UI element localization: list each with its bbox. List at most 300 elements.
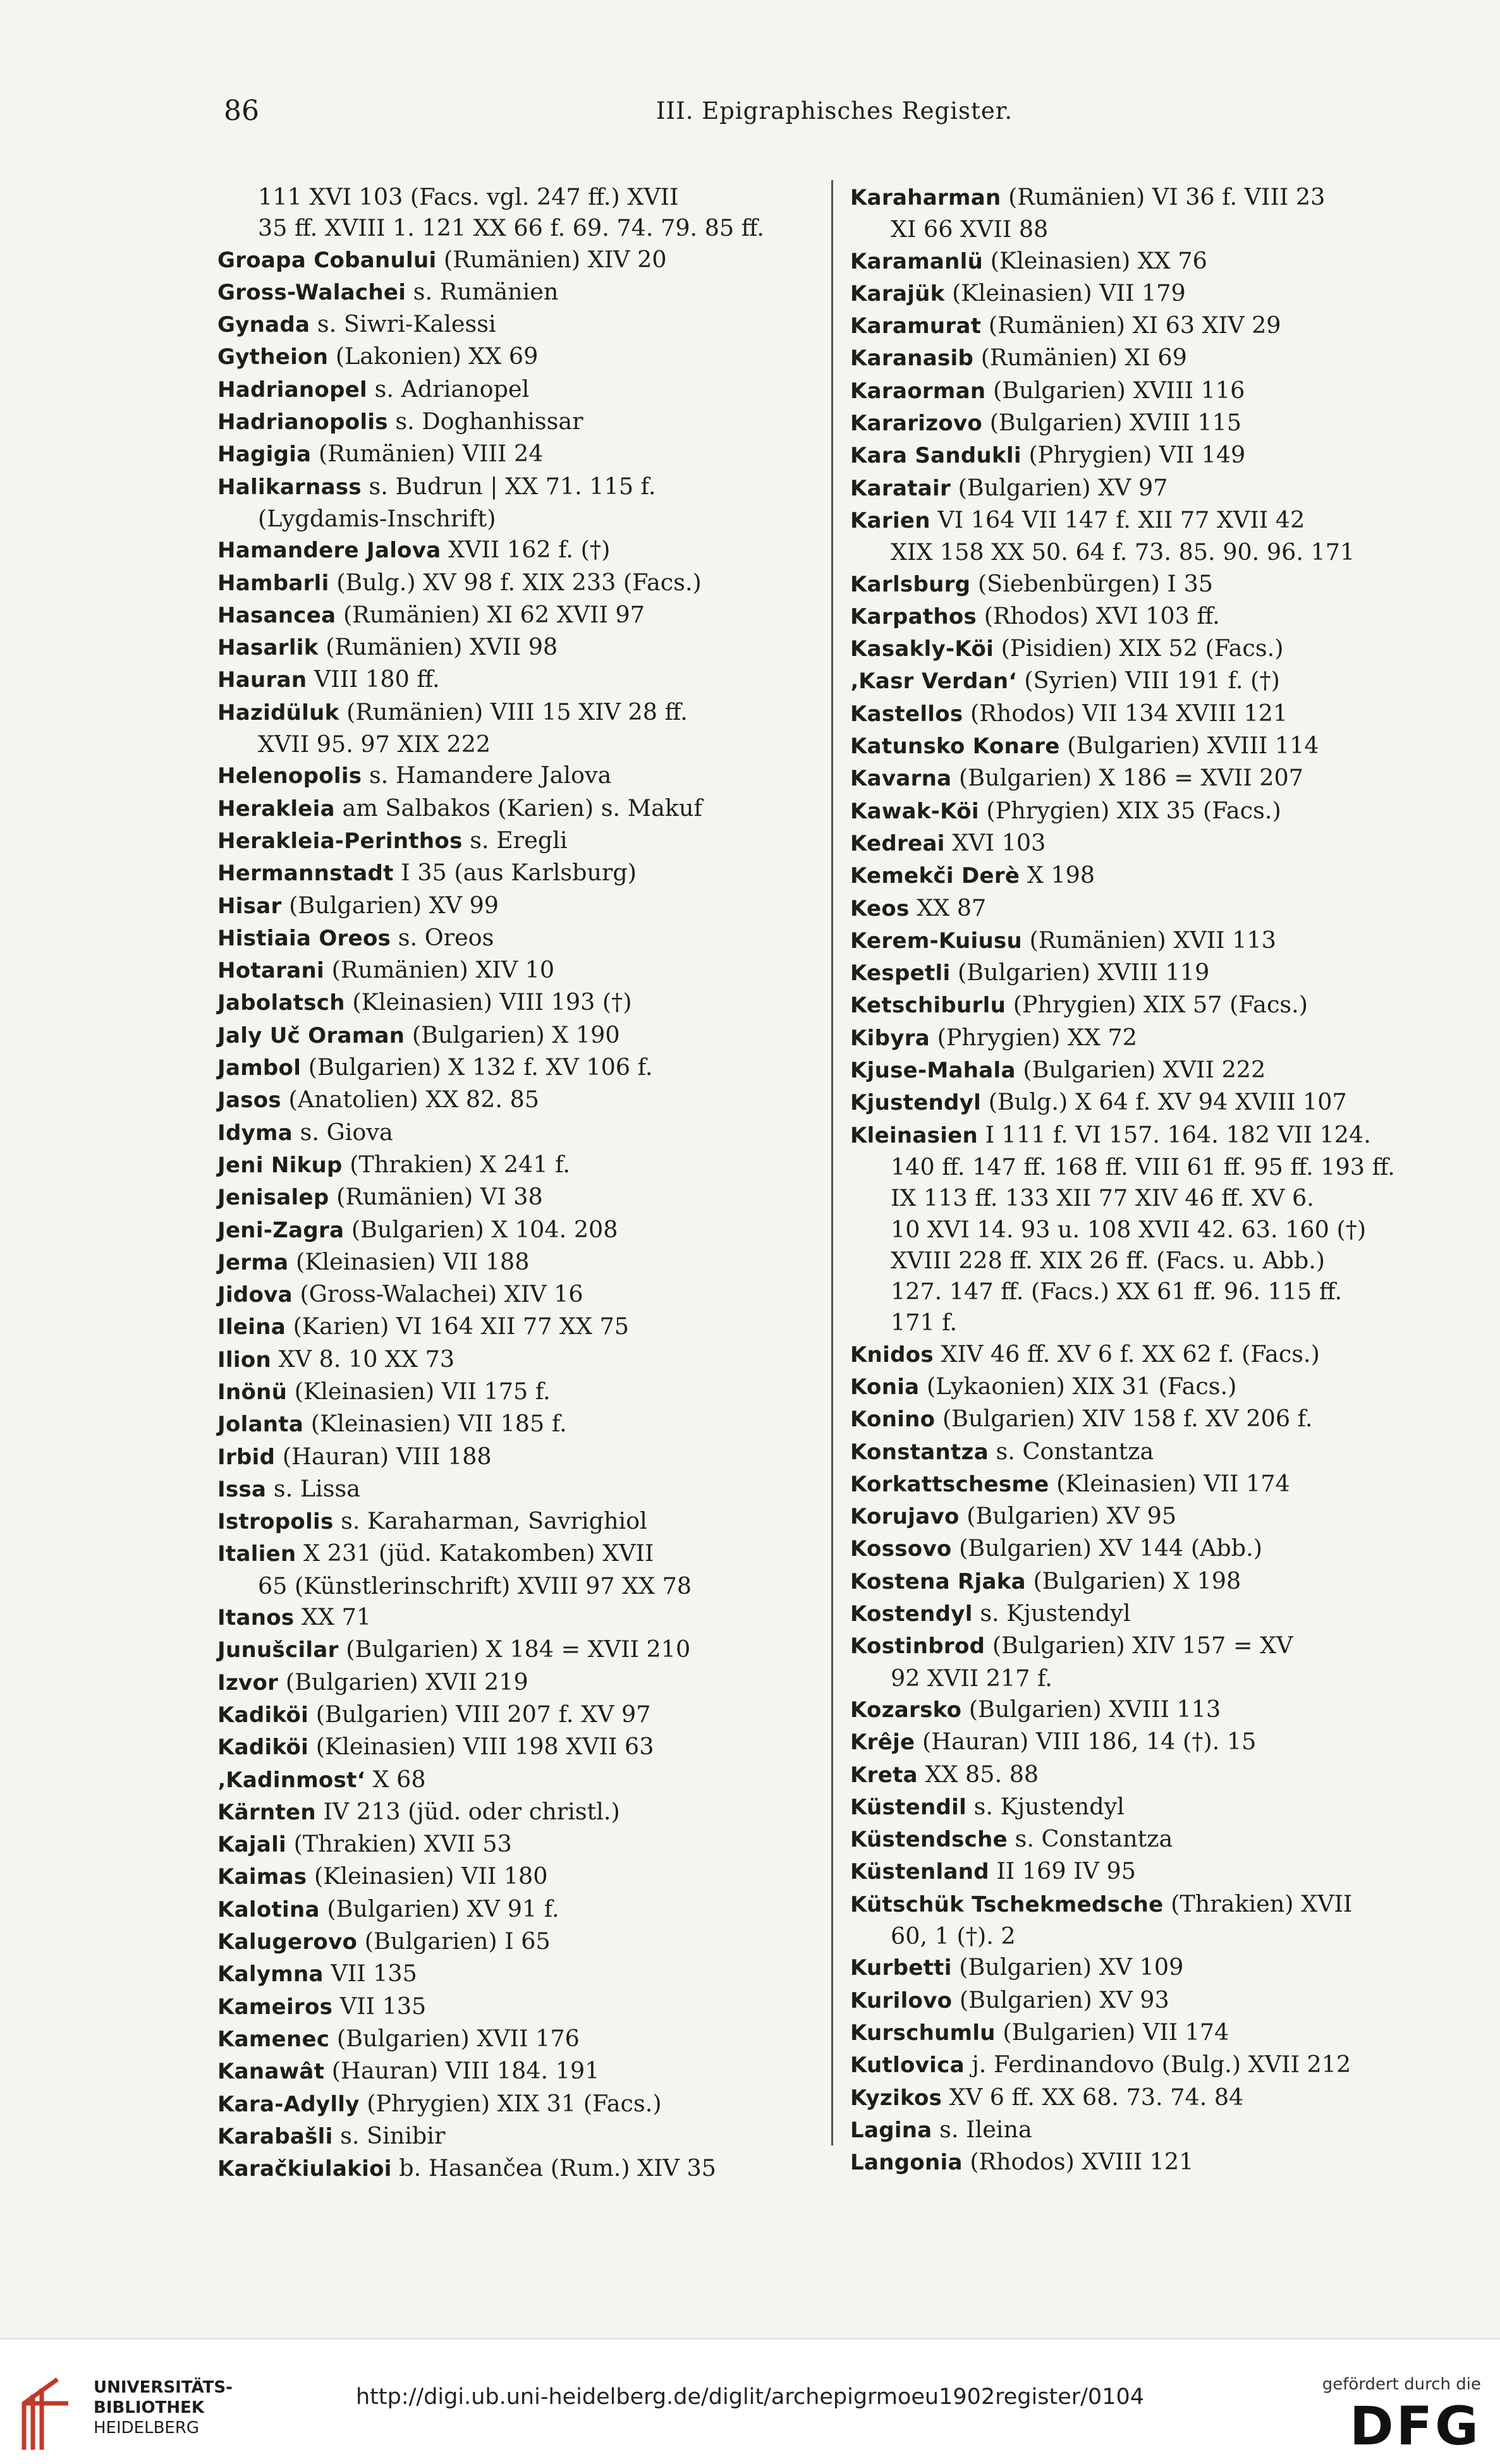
entry-lemma: Hambarli — [217, 570, 329, 596]
entry-references: XIX 158 XX 50. 64 f. 73. 85. 90. 96. 171 — [891, 538, 1355, 566]
index-entry — [850, 1500, 1457, 1532]
entry-references: (Bulgarien) XVIII 113 — [961, 1695, 1221, 1723]
entry-lemma: Hazidüluk — [217, 700, 339, 725]
entry-references: (Kleinasien) VII 174 — [1049, 1469, 1290, 1497]
entry-lemma: Hadrianopel — [217, 377, 368, 403]
entry-lemma: Gross-Walachei — [217, 279, 406, 305]
entry-references: (Phrygien) XX 72 — [930, 1023, 1137, 1051]
entry-references: (Bulgarien) XVIII 114 — [1059, 732, 1319, 760]
entry-lemma: Hasancea — [217, 602, 336, 628]
entry-references: X 231 (jüd. Katakomben) XVII — [296, 1539, 654, 1567]
entry-lemma: Gynada — [217, 312, 310, 338]
index-entry — [850, 504, 1457, 537]
entry-lemma: Kjuse-Mahala — [850, 1058, 1016, 1084]
entry-references: (Rhodos) XVI 103 ff. — [977, 602, 1220, 629]
index-entry — [850, 2114, 1457, 2146]
index-entry — [850, 1119, 1457, 1151]
entry-lemma: Kurbetti — [850, 1955, 952, 1981]
dfg-logo: DFG — [1349, 2395, 1481, 2457]
entry-references: (Bulgarien) XVII 219 — [278, 1668, 528, 1696]
entry-lemma: Issa — [217, 1476, 267, 1502]
entry-references: (Phrygien) VII 149 — [1021, 441, 1246, 469]
entry-lemma: Kanawât — [217, 2059, 325, 2085]
index-entry — [217, 1699, 821, 1731]
entry-references: (Rumänien) VI 38 — [329, 1183, 543, 1211]
index-entry — [850, 1823, 1457, 1855]
index-entry — [850, 1855, 1457, 1888]
index-entry — [850, 1086, 1457, 1119]
entry-lemma: Kossovo — [850, 1536, 952, 1562]
entry-references: (Rumänien) XIV 20 — [436, 245, 667, 273]
entry-references: (Bulgarien) XVIII 119 — [950, 959, 1210, 986]
index-entry-continuation — [850, 1214, 1457, 1245]
index-entry — [850, 1022, 1457, 1054]
entry-references: (Lygdamis-Inschrift) — [258, 504, 496, 532]
entry-references: XVI 103 — [944, 828, 1046, 856]
entry-references: (Bulgarien) XV 97 — [951, 473, 1168, 501]
entry-references: s. Oreos — [391, 923, 494, 951]
entry-references: s. Lissa — [266, 1474, 360, 1502]
index-entry — [850, 730, 1457, 762]
entry-lemma: Jidova — [217, 1282, 293, 1308]
index-entry-continuation — [850, 1307, 1457, 1338]
entry-references: (Bulgarien) XVII 222 — [1015, 1056, 1266, 1084]
entry-references: XVIII 228 ff. XIX 26 ff. (Facs. u. Abb.) — [891, 1246, 1326, 1274]
entry-references: II 169 IV 95 — [989, 1857, 1136, 1885]
entry-references: s. Eregli — [462, 826, 568, 854]
index-entry — [217, 1149, 821, 1181]
entry-lemma: Kurilovo — [850, 1988, 953, 2013]
index-entry — [217, 1344, 821, 1376]
entry-lemma: Halikarnass — [217, 474, 362, 500]
index-entry — [217, 406, 821, 438]
index-entry — [217, 1991, 821, 2023]
index-entry — [850, 957, 1457, 989]
entry-references: VI 164 VII 147 f. XII 77 XVII 42 — [930, 506, 1305, 533]
index-entry-continuation — [850, 1182, 1457, 1213]
entry-references: 35 ff. XVIII 1. 121 XX 66 f. 69. 74. 79. 85 ff. — [258, 214, 765, 242]
entry-lemma: Hadrianopolis — [217, 410, 388, 435]
entry-lemma: Kadiköi — [217, 1735, 309, 1761]
entry-references: XVII 95. 97 XIX 222 — [258, 731, 491, 758]
library-line-3: HEIDELBERG — [94, 2418, 200, 2437]
entry-lemma: Jaly Uč Oraman — [217, 1023, 405, 1048]
entry-references: (Bulgarien) I 65 — [357, 1927, 551, 1955]
entry-references: (Bulgarien) XVII 176 — [329, 2024, 580, 2052]
index-entry — [850, 1371, 1457, 1403]
entry-lemma: Kastellos — [850, 701, 963, 727]
entry-lemma: Kleinasien — [850, 1122, 979, 1148]
entry-references: (Rhodos) XVIII 121 — [962, 2148, 1194, 2176]
entry-references: 60, 1 (†). 2 — [891, 1922, 1016, 1950]
entry-lemma: Irbid — [217, 1444, 276, 1470]
entry-lemma: Kara-Adylly — [217, 2091, 360, 2117]
entry-lemma: Kespetli — [850, 961, 951, 986]
index-entry-continuation — [217, 1570, 821, 1601]
entry-lemma: Krêje — [850, 1730, 915, 1756]
index-entry — [850, 1436, 1457, 1468]
entry-references: XX 71 — [294, 1603, 372, 1631]
index-entry — [217, 1893, 821, 1926]
entry-references: XI 66 XVII 88 — [891, 215, 1049, 243]
entry-references: (Bulgarien) X 104. 208 — [344, 1215, 618, 1243]
index-entry — [850, 1565, 1457, 1598]
index-entry — [217, 1601, 821, 1634]
entry-lemma: Karatair — [850, 475, 951, 501]
entry-references: (Kleinasien) VII 188 — [288, 1247, 530, 1275]
index-entry — [850, 245, 1457, 277]
entry-lemma: Kjustendyl — [850, 1090, 982, 1116]
index-entry — [217, 1278, 821, 1311]
index-entry — [217, 373, 821, 406]
index-entry — [217, 2055, 821, 2087]
entry-lemma: Kaimas — [217, 1864, 307, 1890]
entry-references: XVII 162 f. (†) — [441, 536, 611, 564]
entry-references: (Hauran) VIII 186, 14 (†). 15 — [915, 1728, 1257, 1756]
entry-references: s. Doghanhissar — [387, 408, 583, 435]
index-entry — [217, 1731, 821, 1763]
index-entry — [217, 631, 821, 664]
index-entry — [850, 762, 1457, 794]
entry-references: (Bulg.) XV 98 f. XIX 233 (Facs.) — [329, 568, 702, 596]
index-entry — [850, 439, 1457, 471]
entry-references: (Rumänien) XIV 10 — [324, 956, 555, 984]
index-entry — [217, 276, 821, 308]
entry-references: (Kleinasien) VII 185 f. — [303, 1410, 567, 1438]
index-entry — [217, 1311, 821, 1343]
entry-references: (Kleinasien) VII 179 — [944, 279, 1186, 306]
entry-references: s. Constantza — [1008, 1825, 1173, 1853]
entry-references: (Rumänien) XI 62 XVII 97 — [336, 600, 645, 628]
entry-references: (Phrygien) XIX 35 (Facs.) — [979, 796, 1281, 824]
entry-references: (Rhodos) VII 134 XVIII 121 — [963, 699, 1288, 727]
entry-lemma: Küstenland — [850, 1859, 989, 1885]
entry-references: (Rumänien) VIII 15 XIV 28 ff. — [339, 698, 688, 725]
entry-lemma: Hamandere Jalova — [217, 538, 441, 564]
index-entry — [217, 954, 821, 986]
index-entry — [217, 1473, 821, 1505]
index-entry — [217, 1408, 821, 1440]
index-entry — [217, 792, 821, 825]
entry-references: (Bulgarien) X 132 f. XV 106 f. — [301, 1053, 653, 1081]
index-entry — [217, 1214, 821, 1246]
index-entry — [217, 1634, 821, 1666]
funding-note: gefördert durch die — [1322, 2375, 1481, 2394]
entry-lemma: Izvor — [217, 1670, 279, 1696]
entry-references: s. Karaharman, Savrighiol — [333, 1507, 647, 1535]
index-entry — [850, 342, 1457, 374]
entry-references: (Bulgarien) XIV 157 = XV — [985, 1632, 1293, 1660]
entry-lemma: Hasarlik — [217, 635, 319, 661]
entry-lemma: Keos — [850, 895, 910, 921]
entry-lemma: Jenisalep — [217, 1185, 329, 1211]
entry-references: (Bulgarien) X 184 = XVII 210 — [338, 1636, 691, 1663]
entry-lemma: Ilion — [217, 1347, 272, 1373]
entry-references: (Bulgarien) X 198 — [1025, 1567, 1241, 1594]
entry-references: 111 XVI 103 (Facs. vgl. 247 ff.) XVII — [258, 183, 679, 210]
entry-references: XX 85. 88 — [917, 1760, 1039, 1788]
entry-references: 92 XVII 217 f. — [891, 1664, 1052, 1692]
entry-lemma: Lagina — [850, 2117, 932, 2143]
entry-lemma: Kadiköi — [217, 1702, 309, 1728]
index-entry — [217, 2023, 821, 2055]
index-entry — [217, 2152, 821, 2185]
index-entry — [850, 600, 1457, 633]
entry-references: s. Hamandere Jalova — [362, 762, 612, 789]
entry-references: VIII 180 ff. — [307, 665, 440, 693]
index-entry — [850, 1791, 1457, 1823]
entry-references: s. Ileina — [932, 2115, 1032, 2143]
entry-references: VII 135 — [332, 1992, 427, 2020]
index-entry — [850, 827, 1457, 859]
page-number: 86 — [224, 95, 259, 127]
entry-references: I 35 (aus Karlsburg) — [393, 859, 637, 887]
entry-lemma: Jasos — [217, 1088, 281, 1114]
column-divider — [831, 180, 833, 2145]
entry-references: (Bulgarien) XV 91 f. — [319, 1895, 559, 1922]
entry-references: IX 113 ff. 133 XII 77 XIV 46 ff. XV 6. — [891, 1184, 1314, 1212]
entry-lemma: Kara Sandukli — [850, 443, 1021, 469]
entry-references: 65 (Künstlerinschrift) XVIII 97 XX 78 — [258, 1572, 692, 1599]
entry-lemma: Inönü — [217, 1379, 288, 1405]
index-entry — [850, 1694, 1457, 1726]
index-entry — [217, 1828, 821, 1860]
running-title: III. Epigraphisches Register. — [655, 97, 1013, 124]
index-entry-continuation — [217, 181, 821, 212]
entry-references: XX 87 — [909, 894, 987, 921]
index-entry — [850, 1532, 1457, 1565]
entry-references: (Rumänien) VI 36 f. VIII 23 — [1001, 183, 1326, 210]
index-entry — [850, 698, 1457, 730]
entry-references: (Kleinasien) VII 175 f. — [287, 1377, 551, 1405]
index-entry — [850, 989, 1457, 1021]
entry-references: (Bulgarien) XVIII 116 — [985, 376, 1245, 404]
entry-references: s. Giova — [293, 1118, 393, 1146]
entry-lemma: Kyzikos — [850, 2085, 942, 2111]
entry-lemma: Karamanlü — [850, 248, 984, 274]
entry-lemma: Herakleia — [217, 796, 335, 822]
entry-references: (Rumänien) XI 69 — [973, 344, 1187, 372]
entry-lemma: ‚Kadinmost‘ — [217, 1767, 365, 1793]
entry-lemma: Karlsburg — [850, 571, 971, 597]
entry-references: (Kleinasien) VIII 198 XVII 63 — [308, 1733, 654, 1761]
entry-lemma: Jolanta — [217, 1412, 304, 1438]
entry-lemma: Kamenec — [217, 2026, 330, 2052]
entry-references: j. Ferdinandovo (Bulg.) XVII 212 — [964, 2051, 1351, 2079]
entry-references: XV 6 ff. XX 68. 73. 74. 84 — [942, 2083, 1244, 2111]
entry-lemma: Katunsko Konare — [850, 734, 1060, 760]
entry-references: (Bulgarien) XV 95 — [959, 1502, 1177, 1530]
entry-references: (Thrakien) X 241 f. — [342, 1150, 570, 1178]
index-entry — [850, 2017, 1457, 2049]
entry-lemma: Kedreai — [850, 830, 945, 856]
entry-lemma: Karaorman — [850, 378, 986, 404]
entry-references: (Phrygien) XIX 57 (Facs.) — [1006, 991, 1308, 1019]
entry-references: X 198 — [1020, 861, 1095, 889]
entry-lemma: Karpathos — [850, 604, 977, 629]
entry-references: XV 8. 10 XX 73 — [271, 1345, 455, 1373]
entry-lemma: Langonia — [850, 2150, 963, 2176]
entry-references: X 68 — [365, 1765, 426, 1793]
index-entry — [850, 181, 1457, 214]
entry-references: (Bulgarien) XV 99 — [281, 891, 499, 919]
index-entry — [217, 825, 821, 857]
entry-lemma: Kalugerovo — [217, 1929, 358, 1955]
entry-lemma: Hagigia — [217, 442, 312, 468]
index-entry — [217, 1666, 821, 1699]
library-line-1: UNIVERSITÄTS- — [94, 2378, 233, 2397]
entry-lemma: ‚Kasr Verdan‘ — [850, 669, 1017, 695]
entry-lemma: Kibyra — [850, 1025, 930, 1051]
entry-references: (Siebenbürgen) I 35 — [970, 569, 1214, 597]
entry-lemma: Karabašli — [217, 2123, 333, 2149]
entry-references: 140 ff. 147 ff. 168 ff. VIII 61 ff. 95 ff. 193 ff. — [891, 1153, 1395, 1180]
index-entry — [217, 1019, 821, 1052]
entry-lemma: Korujavo — [850, 1504, 960, 1530]
index-entry — [217, 1958, 821, 1990]
entry-lemma: Knidos — [850, 1342, 934, 1368]
entry-lemma: Kalotina — [217, 1897, 320, 1922]
entry-references: s. Kjustendyl — [966, 1792, 1125, 1820]
index-entry — [217, 1926, 821, 1958]
entry-lemma: Karanasib — [850, 346, 974, 372]
index-entry — [217, 1117, 821, 1149]
entry-lemma: Karamurat — [850, 313, 982, 339]
index-entry — [850, 375, 1457, 407]
index-entry — [850, 2082, 1457, 2114]
entry-lemma: Karien — [850, 507, 930, 533]
index-entry — [217, 471, 821, 503]
index-entry — [217, 664, 821, 696]
entry-references: IV 213 (jüd. oder christl.) — [315, 1797, 620, 1825]
entry-references: (Bulgarien) XV 109 — [951, 1953, 1184, 1981]
entry-references: (Bulg.) X 64 f. XV 94 XVIII 107 — [981, 1088, 1347, 1116]
entry-references: (Hauran) VIII 184. 191 — [324, 2057, 600, 2085]
entry-lemma: Italien — [217, 1541, 296, 1567]
index-entry — [850, 1630, 1457, 1662]
entry-lemma: Konino — [850, 1407, 936, 1433]
index-entry — [850, 1951, 1457, 1984]
entry-lemma: Kararizovo — [850, 411, 983, 437]
entry-lemma: Istropolis — [217, 1509, 334, 1535]
index-entry — [850, 472, 1457, 504]
entry-references: (Syrien) VIII 191 f. (†) — [1016, 667, 1280, 695]
index-entry — [217, 599, 821, 631]
index-entry — [217, 890, 821, 922]
entry-lemma: Ileina — [217, 1314, 286, 1340]
entry-lemma: Jerma — [217, 1249, 289, 1275]
entry-lemma: Jabolatsch — [217, 990, 345, 1016]
entry-lemma: Kavarna — [850, 766, 952, 792]
index-entry — [217, 1084, 821, 1116]
entry-lemma: Karajük — [850, 281, 945, 306]
entry-lemma: Kurschumlu — [850, 2020, 996, 2046]
index-entry — [217, 1441, 821, 1473]
entry-references: (Bulgarien) XV 93 — [952, 1986, 1169, 2013]
entry-lemma: Küstendil — [850, 1794, 967, 1820]
entry-lemma: Ketschiburlu — [850, 993, 1006, 1019]
index-entry — [850, 310, 1457, 342]
entry-lemma: Histiaia Oreos — [217, 925, 391, 951]
entry-lemma: Jeni-Zagra — [217, 1217, 345, 1243]
entry-references: (Karien) VI 164 XII 77 XX 75 — [285, 1313, 630, 1340]
index-entry — [217, 922, 821, 954]
index-entry — [850, 1598, 1457, 1630]
entry-references: (Rumänien) XVII 113 — [1022, 926, 1276, 954]
entry-references: s. Sinibir — [332, 2121, 446, 2149]
index-entry — [217, 2120, 821, 2152]
index-entry — [217, 1764, 821, 1796]
index-entry — [850, 1759, 1457, 1791]
entry-references: s. Rumänien — [406, 277, 559, 305]
entry-references: (Kleinasien) VII 180 — [307, 1862, 548, 1890]
index-entry — [217, 857, 821, 889]
index-entry — [217, 1538, 821, 1570]
entry-lemma: Hotarani — [217, 958, 324, 984]
entry-references: s. Adrianopel — [367, 375, 530, 403]
entry-lemma: Konia — [850, 1374, 920, 1400]
index-entry — [217, 534, 821, 566]
entry-references: (Rumänien) XVII 98 — [318, 633, 558, 661]
index-entry — [850, 277, 1457, 310]
index-entry-continuation — [217, 212, 821, 243]
entry-references: XIV 46 ff. XV 6 f. XX 62 f. (Facs.) — [933, 1340, 1320, 1368]
index-entry-continuation — [850, 1245, 1457, 1276]
index-entry — [217, 1246, 821, 1278]
entry-lemma: Kerem-Kuiusu — [850, 928, 1023, 954]
index-entry-continuation — [217, 729, 821, 760]
entry-lemma: Kreta — [850, 1762, 918, 1788]
index-entry-continuation — [850, 214, 1457, 245]
index-entry-continuation — [217, 503, 821, 534]
index-entry — [217, 341, 821, 373]
entry-references: 10 XVI 14. 93 u. 108 XVII 42. 63. 160 (†) — [891, 1215, 1367, 1243]
entry-references: (Thrakien) XVII — [1163, 1890, 1353, 1917]
index-entry — [850, 1054, 1457, 1086]
index-entry — [217, 1796, 821, 1828]
library-line-2: BIBLIOTHEK — [94, 2398, 205, 2417]
entry-lemma: Kasakly-Köi — [850, 636, 994, 662]
entry-references: 127. 147 ff. (Facs.) XX 61 ff. 96. 115 ff. — [891, 1278, 1343, 1306]
index-entry — [217, 1505, 821, 1538]
index-entry — [217, 1376, 821, 1408]
entry-references: (Bulgarien) XV 144 (Abb.) — [951, 1534, 1262, 1562]
entry-references: s. Kjustendyl — [972, 1599, 1131, 1627]
index-entry — [850, 568, 1457, 600]
entry-lemma: Kostena Rjaka — [850, 1569, 1026, 1594]
entry-references: (Bulgarien) VII 174 — [995, 2018, 1229, 2046]
index-entry — [217, 1181, 821, 1213]
entry-references: (Lakonien) XX 69 — [328, 343, 539, 370]
index-entry-continuation — [850, 1276, 1457, 1307]
index-entry — [217, 696, 821, 729]
permalink-url[interactable]: http://digi.ub.uni-heidelberg.de/diglit/archepigrmoeu1902register/0104 — [355, 2384, 1144, 2410]
index-entry — [217, 567, 821, 599]
footer-divider — [0, 2338, 1500, 2340]
entry-lemma: Kajali — [217, 1832, 286, 1858]
entry-references: (Pisidien) XIX 52 (Facs.) — [994, 634, 1284, 662]
index-entry — [850, 2146, 1457, 2178]
entry-references: (Gross-Walachei) XIV 16 — [292, 1280, 583, 1308]
entry-references: I 111 f. VI 157. 164. 182 VII 124. — [978, 1120, 1371, 1148]
entry-lemma: Hauran — [217, 667, 307, 693]
index-column-left — [217, 181, 821, 2182]
index-entry — [217, 2088, 821, 2120]
index-entry — [217, 308, 821, 341]
entry-references: VII 135 — [323, 1960, 417, 1988]
entry-lemma: Herakleia-Perinthos — [217, 828, 463, 854]
entry-references: s. Siwri-Kalessi — [310, 310, 496, 338]
